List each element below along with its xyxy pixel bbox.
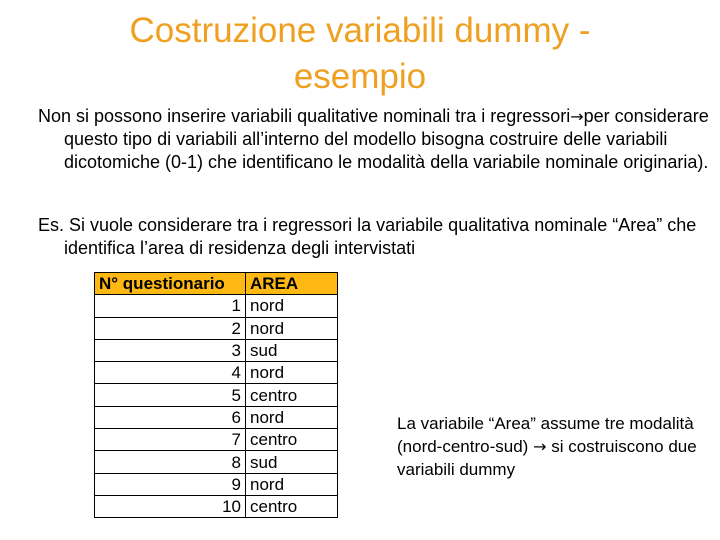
cell-area: nord [246, 317, 338, 339]
intro-text-end: per considerare questo tipo di variabili all’interno del modello bisogna costruire delle variabili dicotomiche (0-1) che identificano le modalità della variabile nominale originaria). [64, 106, 709, 172]
cell-area: centro [246, 495, 338, 517]
table-row [95, 406, 338, 428]
table-row [95, 384, 338, 406]
cell-area: sud [246, 451, 338, 473]
note-text-end: si costruiscono due variabili dummy [397, 437, 697, 479]
cell-area: nord [246, 362, 338, 384]
note-text [397, 412, 697, 481]
intro-text-start: Non si possono inserire variabili qualitative nominali tra i regressori [38, 106, 571, 126]
example-paragraph: Es. Si vuole considerare tra i regressori la variabile qualitativa nominale “Area” che identifica l’area di residenza degli intervistati [38, 215, 697, 258]
table-row [95, 473, 338, 495]
cell-area: nord [246, 473, 338, 495]
table-body [95, 295, 338, 518]
arrow-right-icon: → [533, 437, 547, 456]
cell-area: nord [246, 406, 338, 428]
note-text-start: La variabile “Area” assume tre modalità (nord-centro-sud) [397, 414, 694, 456]
table-row [95, 429, 338, 451]
table-row [95, 451, 338, 473]
cell-area: sud [246, 339, 338, 361]
cell-questionario: 8 [95, 451, 246, 473]
cell-questionario: 9 [95, 473, 246, 495]
arrow-right-icon: → [570, 107, 584, 126]
cell-questionario: 6 [95, 406, 246, 428]
cell-area: centro [246, 429, 338, 451]
cell-questionario: 5 [95, 384, 246, 406]
cell-questionario: 4 [95, 362, 246, 384]
cell-area: centro [246, 384, 338, 406]
table-row [95, 339, 338, 361]
area-table [94, 272, 338, 518]
table-header-row [95, 273, 338, 295]
cell-area: nord [246, 295, 338, 317]
header-questionario: N° questionario [95, 273, 246, 295]
intro-paragraph [38, 105, 714, 174]
table-row [95, 495, 338, 517]
slide-title: Costruzione variabili dummy - esempio [129, 11, 591, 96]
cell-questionario: 1 [95, 295, 246, 317]
cell-questionario: 3 [95, 339, 246, 361]
table-row [95, 362, 338, 384]
header-area: AREA [246, 273, 338, 295]
cell-questionario: 10 [95, 495, 246, 517]
cell-questionario: 2 [95, 317, 246, 339]
cell-questionario: 7 [95, 429, 246, 451]
table-row [95, 295, 338, 317]
table-row [95, 317, 338, 339]
